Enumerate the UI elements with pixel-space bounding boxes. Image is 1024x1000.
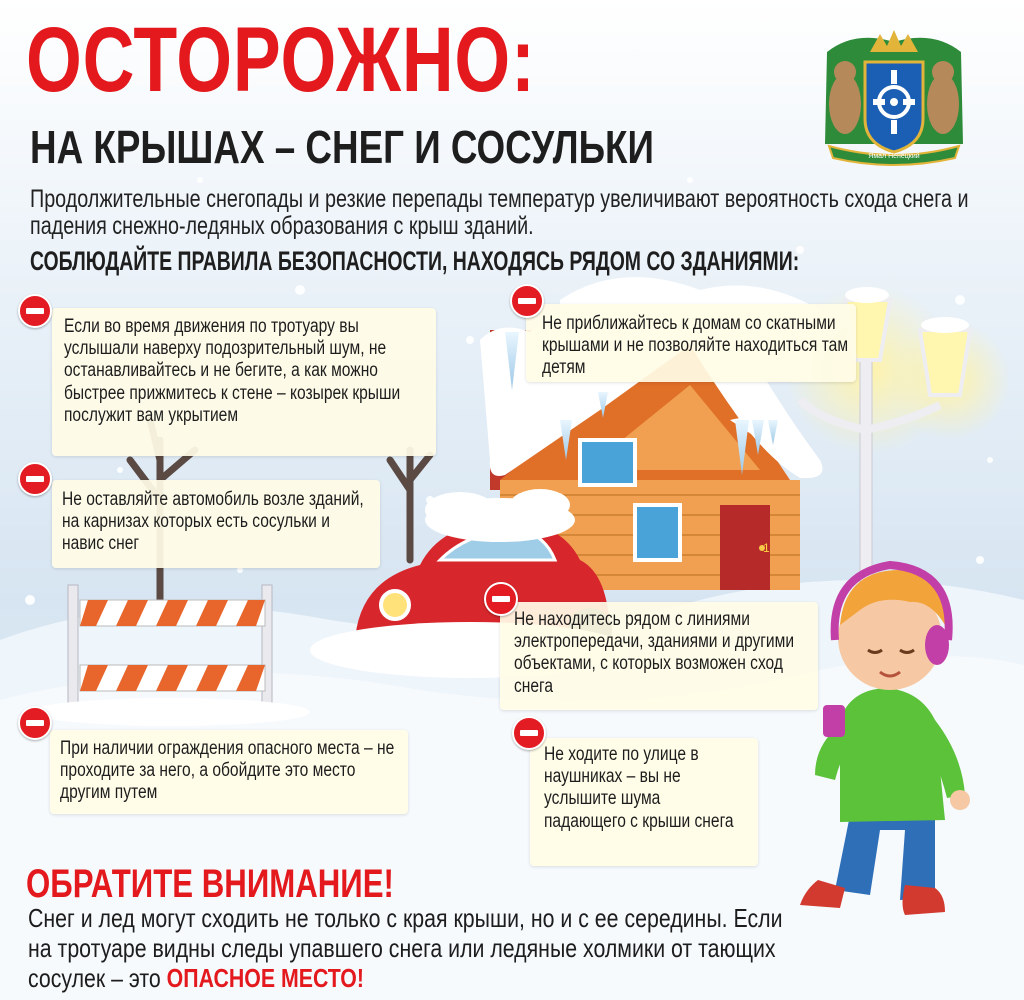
stop-icon [484,582,518,616]
notice-text [28,904,799,994]
stop-icon [18,706,52,740]
rules-heading: СОБЛЮДАЙТЕ ПРАВИЛА БЕЗОПАСНОСТИ, НАХОДЯСЬ РЯДОМ СО ЗДАНИЯМИ: [30,246,800,276]
intro-text: Продолжительные снегопады и резкие перепады температур увеличивают вероятность схода снега и падения снежно-ледяных образования с крыш зданий. [30,185,969,240]
coat-of-arms-icon [815,24,973,172]
notice-highlight: ОПАСНОЕ МЕСТО! [166,962,364,993]
stop-icon [510,284,544,318]
stop-icon [18,294,52,328]
rule-box-6 [530,738,758,866]
stop-icon [18,462,52,496]
rule-box-4 [500,602,818,710]
rule-box-3 [52,480,380,568]
rule-box-2 [526,304,856,382]
rule-text-6: Не ходите по улице в наушниках – вы не услышите шума падающего с крыши снега [544,744,734,832]
svg-text:1: 1 [763,541,770,555]
page-subtitle: НА КРЫШАХ – СНЕГ И СОСУЛЬКИ [30,121,654,173]
emblem-ribbon-text: Ямал Ненецкий [868,153,920,160]
rule-text-3: Не оставляйте автомобиль возле зданий, на карнизах которых есть сосульки и навис снег [62,489,364,555]
notice-heading: ОБРАТИТЕ ВНИМАНИЕ! [26,862,394,906]
rule-text-4: Не находитесь рядом с линиями электропередачи, зданиями и другими объектами, с которых возможен сход снега [514,609,795,697]
rule-box-5 [50,730,408,814]
stop-icon [512,716,546,750]
rule-text-5: При наличии ограждения опасного места – не проходите за него, а обойдите это место другим путем [60,738,395,804]
rule-box-1 [52,308,436,456]
rule-text-1: Если во время движения по тротуару вы услышали наверху подозрительный шум, не останавливайтесь и не бегите, а как можно быстрее прижмитесь к стене – козырек крыши послужит вам укрытием [64,316,401,426]
notice-body: Снег и лед могут сходить не только с края крыши, но и с ее середины. Если на тротуаре видны следы упавшего снега или ледяные холмики от тающих сосулек – это [28,903,783,993]
rule-text-2: Не приближайтесь к домам со скатными крышами и не позволяйте находиться там детям [542,313,849,379]
page-title: ОСТОРОЖНО: [26,9,536,111]
